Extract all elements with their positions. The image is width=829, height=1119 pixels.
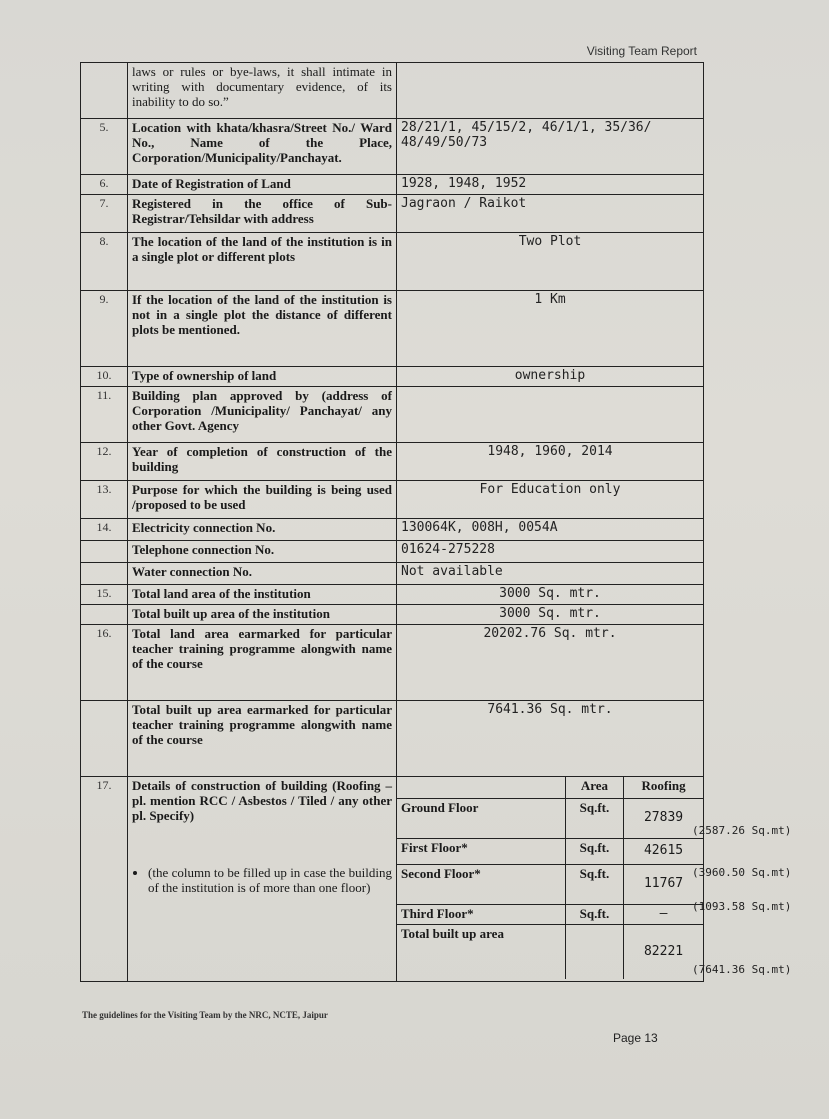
row-answer: 1928, 1948, 1952 [397,175,704,195]
floor-value: 11767 [624,865,703,905]
floor-row [397,839,703,865]
area-header: Area [565,777,623,799]
construction-details-label: Details of construction of building (Roofing – pl. mention RCC / Asbestos / Tiled / any other pl. Specify) [132,777,392,823]
report-table [80,62,704,982]
construction-subtable-cell [397,776,704,981]
page-number: Page 13 [613,1031,658,1045]
row-answer: 3000 Sq. mtr. [397,584,704,604]
row-number [81,562,128,584]
row-answer [397,386,704,442]
report-header: Visiting Team Report [586,44,697,58]
row-description: Electricity connection No. [128,518,397,540]
row-number: 9. [81,290,128,366]
floor-row [397,925,703,979]
row-number: 11. [81,386,128,442]
table-row [81,290,704,366]
footer-text: The guidelines for the Visiting Team by the NRC, NCTE, Jaipur [82,1010,328,1020]
floor-label: Total built up area [397,925,565,979]
table-row [81,700,704,776]
table-row [81,584,704,604]
row-answer: For Education only [397,480,704,518]
row-number: 13. [81,480,128,518]
row-number: 12. [81,442,128,480]
table-row [81,366,704,386]
row-description: Water connection No. [128,562,397,584]
floor-label: Second Floor* [397,865,565,905]
floor-note-text: • (the column to be filled up in case the building of the institution is of more than one floor) [148,866,392,896]
table-row [81,624,704,700]
table-row [81,518,704,540]
row-answer: ownership [397,366,704,386]
table-row [81,194,704,232]
floor-unit: Sq.ft. [565,799,623,839]
table-row [81,119,704,175]
row-description: laws or rules or bye-laws, it shall intimate in writing with documentary evidence, of its inability to do so.” [128,63,397,119]
row-number: 5. [81,119,128,175]
row-number: 17. [81,776,128,981]
table-row [81,776,704,981]
floor-value: 27839 [624,799,703,839]
row-answer: 7641.36 Sq. mtr. [397,700,704,776]
row-answer: 20202.76 Sq. mtr. [397,624,704,700]
row-number: 14. [81,518,128,540]
row-description: Total land area of the institution [128,584,397,604]
row-number [81,63,128,119]
table-row [81,175,704,195]
row-description: Registered in the office of Sub-Registrar/Tehsildar with address [128,194,397,232]
floor-label: Third Floor* [397,905,565,925]
row-answer: 1 Km [397,290,704,366]
second-floor-sqm: (1093.58 Sq.mt) [692,900,792,913]
roofing-header: Roofing [624,777,703,799]
row-description: Location with khata/khasra/Street No./ Ward No., Name of the Place, Corporation/Municipality/Panchayat. [128,119,397,175]
row-number [81,540,128,562]
row-description [128,776,397,981]
row-description: Type of ownership of land [128,366,397,386]
row-answer: 1948, 1960, 2014 [397,442,704,480]
row-number: 16. [81,624,128,700]
row-description: Year of completion of construction of the building [128,442,397,480]
row-description: Total built up area earmarked for particular teacher training programme alongwith name of the course [128,700,397,776]
subtable-header-row [397,777,703,799]
row-answer: 28/21/1, 45/15/2, 46/1/1, 35/36/ 48/49/50/73 [397,119,704,175]
row-description: Total built up area of the institution [128,604,397,624]
row-answer: Not available [397,562,704,584]
row-description: The location of the land of the institution is in a single plot or different plots [128,232,397,290]
floor-unit: Sq.ft. [565,839,623,865]
row-number [81,604,128,624]
table-row [81,386,704,442]
row-description: Total land area earmarked for particular teacher training programme alongwith name of the course [128,624,397,700]
row-number: 8. [81,232,128,290]
floor-label: Ground Floor [397,799,565,839]
floor-value: 82221 [624,925,703,979]
row-answer: Jagraon / Raikot [397,194,704,232]
table-row [81,480,704,518]
floor-unit [565,925,623,979]
row-answer: Two Plot [397,232,704,290]
floor-row [397,865,703,905]
floor-note [132,866,392,896]
floor-unit: Sq.ft. [565,905,623,925]
row-number: 6. [81,175,128,195]
table-row [81,562,704,584]
row-number [81,700,128,776]
ground-floor-sqm: (2587.26 Sq.mt) [692,824,792,837]
row-answer: 3000 Sq. mtr. [397,604,704,624]
row-description: Purpose for which the building is being used /proposed to be used [128,480,397,518]
row-number: 15. [81,584,128,604]
first-floor-sqm: (3960.50 Sq.mt) [692,866,792,879]
table-row [81,232,704,290]
row-description: Telephone connection No. [128,540,397,562]
table-row [81,540,704,562]
total-built-up-sqm: (7641.36 Sq.mt) [692,963,792,976]
row-description: If the location of the land of the institution is not in a single plot the distance of different plots be mentioned. [128,290,397,366]
table-row [81,604,704,624]
floor-value: 42615 [624,839,703,865]
row-answer: 130064K, 008H, 0054A [397,518,704,540]
floor-value: — [624,905,703,925]
floor-row [397,799,703,839]
floor-unit: Sq.ft. [565,865,623,905]
construction-subtable [397,777,703,979]
row-answer: 01624-275228 [397,540,704,562]
row-description: Building plan approved by (address of Corporation /Municipality/ Panchayat/ any other Govt. Agency [128,386,397,442]
row-answer [397,63,704,119]
floor-row [397,905,703,925]
row-description: Date of Registration of Land [128,175,397,195]
table-row [81,63,704,119]
table-row [81,442,704,480]
floor-label: First Floor* [397,839,565,865]
row-number: 10. [81,366,128,386]
row-number: 7. [81,194,128,232]
